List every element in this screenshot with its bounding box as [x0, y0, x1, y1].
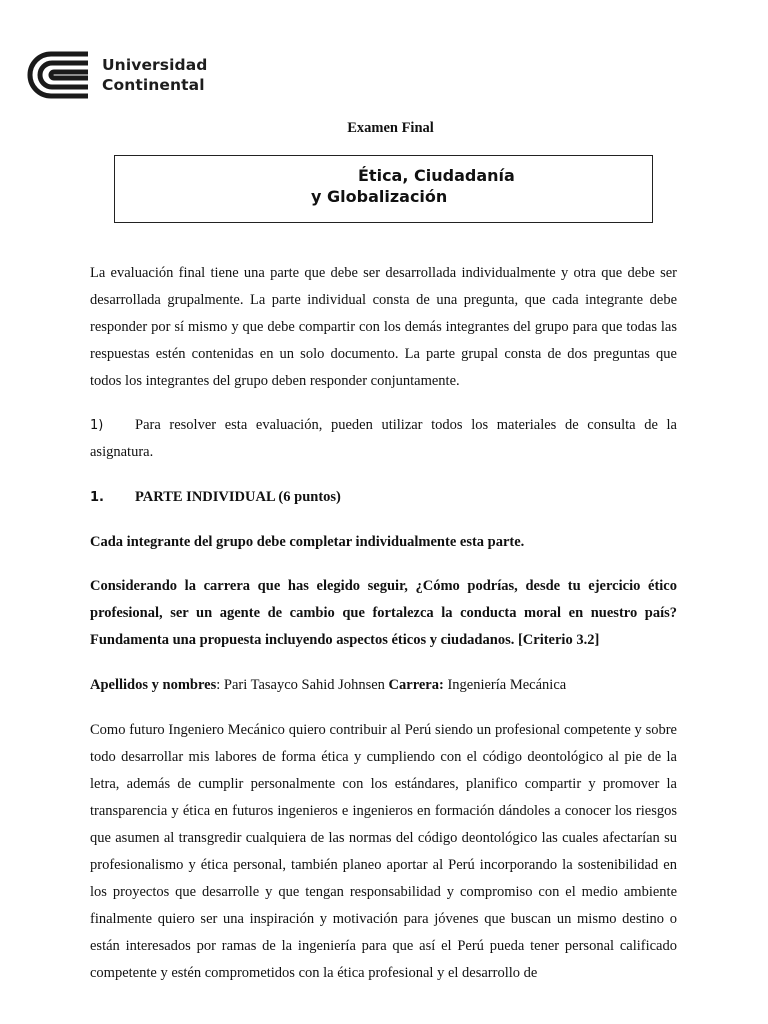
university-name-line2: Continental	[102, 76, 205, 94]
question-text: Considerando la carrera que has elegido seguir, ¿Cómo podrías, desde tu ejercicio ético profesional, ser un agente de cambio que fortalezca la conducta moral en nuestro país? Fundamenta una propuesta incluyendo aspectos éticos y ciudadanos. [Criterio 3.2]	[90, 578, 677, 648]
name-value: : Pari Tasayco Sahid Johnsen	[216, 677, 385, 693]
university-name	[102, 55, 207, 95]
section-heading	[90, 484, 677, 511]
course-title-line2: y Globalización	[311, 187, 448, 206]
student-info	[90, 672, 677, 699]
note-text: Para resolver esta evaluación, pueden utilizar todos los materiales de consulta de la asignatura.	[90, 417, 677, 460]
note-marker: 1)	[90, 418, 104, 433]
career-value: Ingeniería Mecánica	[443, 677, 567, 693]
section-title: PARTE INDIVIDUAL (6 puntos)	[135, 489, 341, 505]
name-label: Apellidos y nombres	[90, 677, 217, 693]
university-name-line1: Universidad	[102, 56, 208, 74]
exam-title: Examen Final	[347, 120, 434, 136]
section-marker: 1.	[90, 490, 104, 505]
course-title-line1: Ética, Ciudadanía	[358, 166, 515, 185]
note-paragraph	[90, 412, 677, 466]
university-logo-icon	[26, 50, 92, 100]
instruction-text: Cada integrante del grupo debe completar individualmente esta parte.	[90, 534, 525, 550]
course-title-box	[114, 155, 653, 223]
university-logo	[26, 50, 207, 100]
answer-paragraph: Como futuro Ingeniero Mecánico quiero contribuir al Perú siendo un profesional competente y sobre todo desarrollar mis labores de forma ética y cumpliendo con el código deontológico al pie de la letra, además de cumplir personalmente con los estándares, planifico compartir y promover la transparencia y ética en futuros ingenieros e ingenieros en formación dándoles a conocer los riesgos que asumen al transgredir cualquiera de las normas del código deontológico las cuales afectarían su profesionalismo y ética personal, también planeo aportar al Perú incorporando la sostenibilidad en los proyectos que desarrolle y que tengan responsabilidad y compromiso con el medio ambiente finalmente quiero ser una inspiración y motivación para jóvenes que buscan un mismo destino o están interesados por ramas de la ingeniería para que así el Perú pueda tener personal calificado competente y estén comprometidos con la ética profesional y el desarrollo de	[90, 722, 677, 981]
intro-paragraph: La evaluación final tiene una parte que debe ser desarrollada individualmente y otra que debe ser desarrollada grupalmente. La parte individual consta de una pregunta, que cada integrante debe responder por sí mismo y que debe compartir con los demás integrantes del grupo para que todas las respuestas estén contenidas en un solo documento. La parte grupal consta de dos preguntas que todos los integrantes del grupo deben responder conjuntamente.	[90, 265, 677, 389]
career-label: Carrera:	[388, 677, 444, 693]
